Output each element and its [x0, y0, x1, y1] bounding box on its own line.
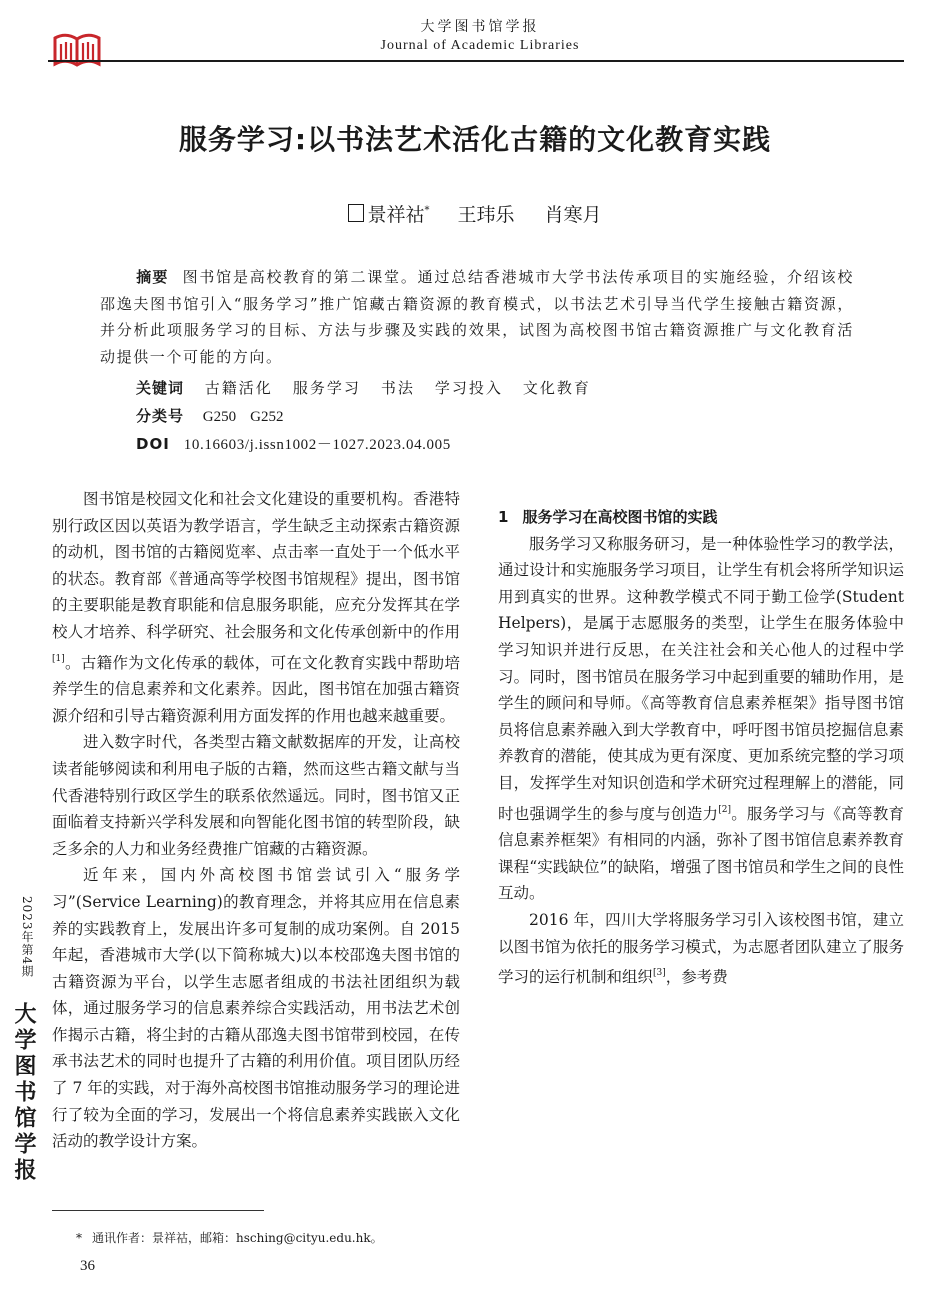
page-number: 36: [80, 1258, 95, 1274]
doi: [136, 433, 451, 454]
body-paragraph: 图书馆是校园文化和社会文化建设的重要机构。香港特别行政区因以英语为教学语言，学生缺乏主动探索古籍资源的动机，图书馆的古籍阅览率、点击率一直处于一个低水平的状态。教育部《普通高等学校图书馆规程》提出，图书馆的主要职能是教育职能和信息服务职能，应充分发挥其在学校人才培养、科学研究、社会服务和文化传承创新中的作用[1]。古籍作为文化传承的载体，可在文化教育实践中帮助培养学生的信息素养和文化素养。因此，图书馆在加强古籍资源介绍和引导古籍资源利用方面发挥的作用也越来越重要。: [52, 490, 460, 725]
abstract-text: 图书馆是高校教育的第二课堂。通过总结香港城市大学书法传承项目的实施经验，介绍该校邵逸夫图书馆引入“服务学习”推广馆藏古籍资源的教育模式，以书法艺术引导当代学生接触古籍资源，并分析此项服务学习的目标、方法与步骤及实践的效果，试图为高校图书馆古籍资源推广与文化教育活动提供一个可能的方向。: [100, 268, 854, 366]
section-heading: 1 服务学习在高校图书馆的实践: [498, 508, 718, 526]
keyword: 文化教育: [522, 379, 591, 397]
citation-ref[interactable]: [1]: [52, 653, 65, 664]
keyword: 服务学习: [292, 379, 361, 397]
citation-ref[interactable]: [2]: [718, 804, 731, 815]
classification-code: G252: [250, 409, 284, 425]
body-paragraph-continued: 近年来，国内外高校图书馆尝试引入“服务学习”(Service Learning)的教育理念，并将其应用在信息素养的实践教育上，发展出许多可复制的成功案例。自 2015 年起，香港城市大学(以下简称城大)以本校邵逸夫图书馆的古籍资源为平台，以学生志愿者组成的书法社团组织为载体，通过服务学习的信息素养综合实践活动，用书法艺术创作揭示古籍，将尘封的古籍从邵逸夫图书馆带到校园，在传承书法艺术的同时也提升了古籍的利用价值。项目团队历经了 7 年的实践，对于海外高校图书馆推动服务学习的理论进行了较为全面的学习，发展出一个将信息素养实践嵌入文化活动的教学设计方案。: [52, 866, 460, 1151]
author-name: 景祥祜: [367, 204, 425, 226]
abstract-label: 摘要: [136, 268, 169, 286]
classification-label: 分类号: [136, 407, 185, 425]
keywords: [136, 377, 611, 398]
body-left-column: [52, 486, 460, 1155]
body-paragraph: 进入数字时代，各类型古籍文献数据库的开发，让高校读者能够阅读和利用电子版的古籍，然而这些古籍文献与当代香港特别行政区学生的联系依然遥远。同时，图书馆又正面临着支持新兴学科发展和向智能化图书馆的转型阶段，缺乏多余的人力和业务经费推广馆藏的古籍资源。: [52, 733, 460, 858]
journal-name-chinese: 大学图书馆学报: [420, 19, 540, 35]
doi-value[interactable]: 10.16603/j.issn1002－1027.2023.04.005: [183, 437, 451, 453]
body-paragraph: 2016 年，四川大学将服务学习引入该校图书馆，建立以图书馆为依托的服务学习模式，为志愿者团队建立了服务学习的运行机制和组织[3]，参考费: [498, 910, 904, 987]
keywords-label: 关键词: [136, 379, 185, 397]
journal-name-english: Journal of Academic Libraries: [380, 38, 580, 53]
classification-code: G250: [202, 409, 237, 425]
keyword: 学习投入: [434, 379, 503, 397]
body-paragraph: 服务学习又称服务研习，是一种体验性学习的教学法，通过设计和实施服务学习项目，让学生有机会将所学知识运用到真实的世界。这种教学模式不同于勤工俭学(Student Helpers)，是属于志愿服务的类型，让学生在服务体验中学习知识并进行反思，在关注社会和关心他人的过程中学习。同时，图书馆员在服务学习中起到重要的辅助作用，是学生的顾问和导师。《高等教育信息素养框架》指导图书馆员将信息素养融入到大学教育中，呼吁图书馆员挖掘信息素养教育的潜能，使其成为更有深度、更加系统完整的学习项目，发挥学生对知识创造和学术研究过程理解上的潜能，同时也强调学生的参与度与创造力[2]。服务学习与《高等教育信息素养框架》有相同的内涵，弥补了图书馆信息素养教育课程“实践缺位”的缺陷，增强了图书馆员和学生之间的良性互动。: [498, 534, 904, 903]
header-divider: [48, 60, 904, 62]
author-name: 王玮乐: [457, 204, 515, 226]
citation-ref[interactable]: [3]: [653, 968, 666, 979]
footnote: [76, 1229, 383, 1246]
classification-number: [136, 405, 297, 426]
side-journal-title: 大学图书馆学报: [11, 1002, 37, 1184]
keyword: 古籍活化: [204, 379, 273, 397]
corresponding-author-mark: *: [424, 205, 430, 216]
author-name: 肖寒月: [544, 204, 602, 226]
keyword: 书法: [380, 379, 415, 397]
body-right-column: [498, 486, 904, 991]
footnote-divider: [52, 1210, 264, 1211]
footnote-mark: *: [76, 1231, 82, 1245]
side-issue-label: 2023年第4期: [20, 896, 34, 979]
footnote-text: 通讯作者：景祥祜，邮箱：hsching@cityu.edu.hk。: [92, 1231, 383, 1245]
doi-label: DOI: [136, 435, 170, 453]
abstract: [100, 264, 854, 370]
article-title: 服务学习:以书法艺术活化古籍的文化教育实践: [178, 123, 772, 156]
author-box-icon: [348, 204, 364, 222]
author-line: [0, 200, 950, 227]
open-book-logo-icon: [52, 30, 102, 68]
